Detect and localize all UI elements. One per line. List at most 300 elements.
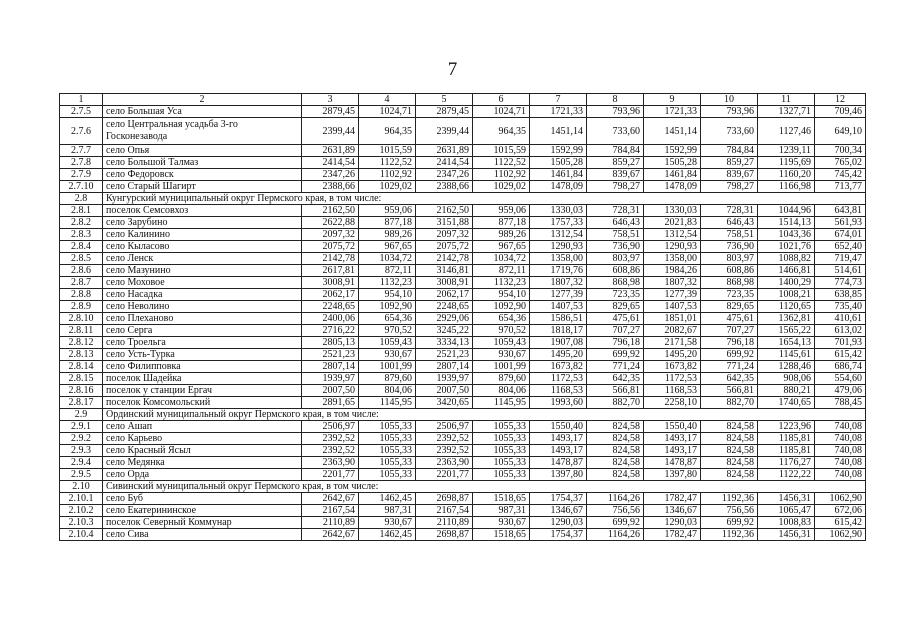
value-cell: 740,08 <box>815 457 866 469</box>
settlement-name: село Буб <box>103 493 302 505</box>
value-cell: 1015,59 <box>359 145 416 157</box>
value-cell: 713,77 <box>815 181 866 193</box>
section-row <box>60 409 866 421</box>
row-number: 2.8 <box>60 193 103 205</box>
value-cell: 3146,81 <box>416 265 473 277</box>
value-cell: 859,27 <box>701 157 758 169</box>
value-cell: 12 <box>815 94 866 106</box>
value-cell: 2388,66 <box>416 181 473 193</box>
value-cell: 756,56 <box>587 505 644 517</box>
value-cell: 879,60 <box>473 373 530 385</box>
value-cell: 654,36 <box>359 313 416 325</box>
section-row <box>60 193 866 205</box>
value-cell: 1092,90 <box>473 301 530 313</box>
row-number: 2.9.2 <box>60 433 103 445</box>
value-cell: 1088,82 <box>758 253 815 265</box>
value-cell: 1015,59 <box>473 145 530 157</box>
value-cell: 1565,22 <box>758 325 815 337</box>
settlement-name: село Карьево <box>103 433 302 445</box>
row-number: 2.8.12 <box>60 337 103 349</box>
value-cell: 1358,00 <box>644 253 701 265</box>
value-cell: 2062,17 <box>416 289 473 301</box>
value-cell: 1277,39 <box>644 289 701 301</box>
value-cell: 1984,26 <box>644 265 701 277</box>
value-cell: 964,35 <box>359 118 416 145</box>
value-cell: 2642,67 <box>302 493 359 505</box>
value-cell: 771,24 <box>587 361 644 373</box>
value-cell: 824,58 <box>587 469 644 481</box>
value-cell: 649,10 <box>815 118 866 145</box>
settlement-name: село Орда <box>103 469 302 481</box>
value-cell: 930,67 <box>359 517 416 529</box>
value-cell: 2007,50 <box>416 385 473 397</box>
value-cell: 1907,08 <box>530 337 587 349</box>
value-cell: 880,21 <box>758 385 815 397</box>
value-cell: 959,06 <box>359 205 416 217</box>
value-cell: 1462,45 <box>359 493 416 505</box>
header-row <box>60 94 866 106</box>
value-cell: 2879,45 <box>302 106 359 118</box>
value-cell: 561,93 <box>815 217 866 229</box>
value-cell: 2110,89 <box>302 517 359 529</box>
value-cell: 967,65 <box>359 241 416 253</box>
table-row <box>60 529 866 541</box>
table-row <box>60 337 866 349</box>
value-cell: 1120,65 <box>758 301 815 313</box>
row-number: 2.8.10 <box>60 313 103 325</box>
value-cell: 2142,78 <box>302 253 359 265</box>
section-title: Ординский муниципальный округ Пермского края, в том числе: <box>103 409 866 421</box>
table-row <box>60 106 866 118</box>
value-cell: 2698,87 <box>416 529 473 541</box>
value-cell: 824,58 <box>701 445 758 457</box>
value-cell: 2805,13 <box>302 337 359 349</box>
value-cell: 4 <box>359 94 416 106</box>
value-cell: 1290,03 <box>644 517 701 529</box>
row-number: 2.8.9 <box>60 301 103 313</box>
value-cell: 1290,93 <box>644 241 701 253</box>
value-cell: 2631,89 <box>302 145 359 157</box>
table-row <box>60 505 866 517</box>
value-cell: 3 <box>302 94 359 106</box>
table-row <box>60 385 866 397</box>
value-cell: 1055,33 <box>473 433 530 445</box>
settlement-name: село Екатерининское <box>103 505 302 517</box>
value-cell: 1001,99 <box>359 361 416 373</box>
value-cell: 1145,61 <box>758 349 815 361</box>
table-row <box>60 229 866 241</box>
value-cell: 6 <box>473 94 530 106</box>
value-cell: 1505,28 <box>644 157 701 169</box>
value-cell: 1192,36 <box>701 493 758 505</box>
row-number: 2.8.16 <box>60 385 103 397</box>
value-cell: 2929,06 <box>416 313 473 325</box>
value-cell: 1782,47 <box>644 529 701 541</box>
value-cell: 707,27 <box>587 325 644 337</box>
value-cell: 1127,46 <box>758 118 815 145</box>
value-cell: 3008,91 <box>302 277 359 289</box>
row-number: 1 <box>60 94 103 106</box>
value-cell: 2392,52 <box>302 445 359 457</box>
value-cell: 719,47 <box>815 253 866 265</box>
settlement-name: поселок Комсомольский <box>103 397 302 409</box>
value-cell: 1145,95 <box>359 397 416 409</box>
value-cell: 2347,26 <box>302 169 359 181</box>
value-cell: 1122,52 <box>473 157 530 169</box>
value-cell: 2879,45 <box>416 106 473 118</box>
row-number: 2.8.11 <box>60 325 103 337</box>
value-cell: 1782,47 <box>644 493 701 505</box>
page-number: 7 <box>447 59 458 80</box>
row-number: 2.9 <box>60 409 103 421</box>
value-cell: 1055,33 <box>473 445 530 457</box>
value-cell: 2698,87 <box>416 493 473 505</box>
value-cell: 989,26 <box>359 229 416 241</box>
value-cell: 566,81 <box>701 385 758 397</box>
value-cell: 707,27 <box>701 325 758 337</box>
value-cell: 1288,46 <box>758 361 815 373</box>
value-cell: 879,60 <box>359 373 416 385</box>
table-row <box>60 397 866 409</box>
row-number: 2.8.1 <box>60 205 103 217</box>
settlement-name: село Сива <box>103 529 302 541</box>
row-number: 2.9.1 <box>60 421 103 433</box>
value-cell: 1740,65 <box>758 397 815 409</box>
value-cell: 1346,67 <box>530 505 587 517</box>
value-cell: 1807,32 <box>530 277 587 289</box>
value-cell: 2521,23 <box>416 349 473 361</box>
value-cell: 774,73 <box>815 277 866 289</box>
value-cell: 740,08 <box>815 445 866 457</box>
value-cell: 2171,58 <box>644 337 701 349</box>
value-cell: 970,52 <box>473 325 530 337</box>
value-cell: 1407,53 <box>644 301 701 313</box>
value-cell: 652,40 <box>815 241 866 253</box>
value-cell: 1330,03 <box>530 205 587 217</box>
section-row <box>60 481 866 493</box>
value-cell: 1044,96 <box>758 205 815 217</box>
value-cell: 756,56 <box>701 505 758 517</box>
value-cell: 1407,53 <box>530 301 587 313</box>
value-cell: 9 <box>644 94 701 106</box>
value-cell: 1478,87 <box>530 457 587 469</box>
value-cell: 686,74 <box>815 361 866 373</box>
value-cell: 1168,53 <box>530 385 587 397</box>
row-number: 2.8.7 <box>60 277 103 289</box>
table-row <box>60 277 866 289</box>
value-cell: 613,02 <box>815 325 866 337</box>
value-cell: 2097,32 <box>302 229 359 241</box>
value-cell: 1034,72 <box>473 253 530 265</box>
settlement-name: село Серга <box>103 325 302 337</box>
settlement-name: село Красный Ясыл <box>103 445 302 457</box>
value-cell: 615,42 <box>815 517 866 529</box>
value-cell: 1362,81 <box>758 313 815 325</box>
row-number: 2.7.7 <box>60 145 103 157</box>
value-cell: 646,43 <box>587 217 644 229</box>
value-cell: 410,61 <box>815 313 866 325</box>
value-cell: 674,01 <box>815 229 866 241</box>
value-cell: 1754,37 <box>530 493 587 505</box>
value-cell: 1290,93 <box>530 241 587 253</box>
value-cell: 2347,26 <box>416 169 473 181</box>
value-cell: 1008,83 <box>758 517 815 529</box>
row-number: 2.9.4 <box>60 457 103 469</box>
value-cell: 824,58 <box>701 421 758 433</box>
value-cell: 1160,20 <box>758 169 815 181</box>
value-cell: 1505,28 <box>530 157 587 169</box>
value-cell: 1185,81 <box>758 445 815 457</box>
value-cell: 2622,88 <box>302 217 359 229</box>
value-cell: 1493,17 <box>530 433 587 445</box>
row-number: 2.7.8 <box>60 157 103 169</box>
value-cell: 2617,81 <box>302 265 359 277</box>
settlement-name: поселок у станции Ергач <box>103 385 302 397</box>
value-cell: 771,24 <box>701 361 758 373</box>
value-cell: 608,86 <box>701 265 758 277</box>
value-cell: 654,36 <box>473 313 530 325</box>
value-cell: 959,06 <box>473 205 530 217</box>
value-cell: 646,43 <box>701 217 758 229</box>
value-cell: 2082,67 <box>644 325 701 337</box>
table-row <box>60 118 866 145</box>
value-cell: 1132,23 <box>473 277 530 289</box>
value-cell: 2642,67 <box>302 529 359 541</box>
value-cell: 1176,27 <box>758 457 815 469</box>
value-cell: 3151,88 <box>416 217 473 229</box>
value-cell: 1055,33 <box>473 457 530 469</box>
value-cell: 1495,20 <box>644 349 701 361</box>
value-cell: 882,70 <box>587 397 644 409</box>
table-row <box>60 361 866 373</box>
value-cell: 736,90 <box>587 241 644 253</box>
row-number: 2.9.3 <box>60 445 103 457</box>
value-cell: 2363,90 <box>302 457 359 469</box>
value-cell: 829,65 <box>701 301 758 313</box>
table-row <box>60 325 866 337</box>
value-cell: 1550,40 <box>530 421 587 433</box>
value-cell: 1550,40 <box>644 421 701 433</box>
table-row <box>60 253 866 265</box>
value-cell: 1518,65 <box>473 529 530 541</box>
value-cell: 1461,84 <box>644 169 701 181</box>
value-cell: 1757,33 <box>530 217 587 229</box>
value-cell: 475,61 <box>701 313 758 325</box>
value-cell: 728,31 <box>587 205 644 217</box>
value-cell: 608,86 <box>587 265 644 277</box>
table-row <box>60 217 866 229</box>
value-cell: 2167,54 <box>416 505 473 517</box>
value-cell: 2807,14 <box>302 361 359 373</box>
row-number: 2.8.14 <box>60 361 103 373</box>
value-cell: 877,18 <box>359 217 416 229</box>
settlement-name: село Кыласово <box>103 241 302 253</box>
value-cell: 1065,47 <box>758 505 815 517</box>
row-number: 2.8.2 <box>60 217 103 229</box>
value-cell: 2631,89 <box>416 145 473 157</box>
value-cell: 8 <box>587 94 644 106</box>
row-number: 2.8.17 <box>60 397 103 409</box>
settlement-name: поселок Семсовхоз <box>103 205 302 217</box>
value-cell: 798,27 <box>701 181 758 193</box>
value-cell: 733,60 <box>587 118 644 145</box>
value-cell: 1172,53 <box>530 373 587 385</box>
value-cell: 2521,23 <box>302 349 359 361</box>
value-cell: 5 <box>416 94 473 106</box>
settlement-name: село Плеханово <box>103 313 302 325</box>
value-cell: 829,65 <box>587 301 644 313</box>
table-row <box>60 145 866 157</box>
value-cell: 2021,83 <box>644 217 701 229</box>
value-cell: 2414,54 <box>302 157 359 169</box>
value-cell: 1055,33 <box>359 421 416 433</box>
value-cell: 2399,44 <box>302 118 359 145</box>
value-cell: 1092,90 <box>359 301 416 313</box>
value-cell: 824,58 <box>587 457 644 469</box>
value-cell: 615,42 <box>815 349 866 361</box>
row-number: 2.7.5 <box>60 106 103 118</box>
settlement-name: село Старый Шагирт <box>103 181 302 193</box>
value-cell: 804,06 <box>359 385 416 397</box>
table-row <box>60 445 866 457</box>
value-cell: 1518,65 <box>473 493 530 505</box>
settlement-name: село Мазунино <box>103 265 302 277</box>
value-cell: 643,81 <box>815 205 866 217</box>
value-cell: 868,98 <box>701 277 758 289</box>
value-cell: 2388,66 <box>302 181 359 193</box>
settlement-name: 2 <box>103 94 302 106</box>
value-cell: 1673,82 <box>530 361 587 373</box>
value-cell: 872,11 <box>473 265 530 277</box>
section-title: Кунгурский муниципальный округ Пермского края, в том числе: <box>103 193 866 205</box>
value-cell: 1807,32 <box>644 277 701 289</box>
value-cell: 3245,22 <box>416 325 473 337</box>
value-cell: 1673,82 <box>644 361 701 373</box>
value-cell: 1001,99 <box>473 361 530 373</box>
value-cell: 1592,99 <box>530 145 587 157</box>
row-number: 2.8.5 <box>60 253 103 265</box>
value-cell: 2142,78 <box>416 253 473 265</box>
row-number: 2.8.8 <box>60 289 103 301</box>
value-cell: 1461,84 <box>530 169 587 181</box>
value-cell: 7 <box>530 94 587 106</box>
value-cell: 2097,32 <box>416 229 473 241</box>
value-cell: 788,45 <box>815 397 866 409</box>
table-row <box>60 169 866 181</box>
value-cell: 1397,80 <box>644 469 701 481</box>
value-cell: 2392,52 <box>302 433 359 445</box>
value-cell: 2258,10 <box>644 397 701 409</box>
value-cell: 868,98 <box>587 277 644 289</box>
value-cell: 2167,54 <box>302 505 359 517</box>
value-cell: 1451,14 <box>530 118 587 145</box>
value-cell: 1721,33 <box>644 106 701 118</box>
value-cell: 970,52 <box>359 325 416 337</box>
table-row <box>60 469 866 481</box>
value-cell: 1008,21 <box>758 289 815 301</box>
value-cell: 824,58 <box>587 421 644 433</box>
settlement-name: село Медянка <box>103 457 302 469</box>
value-cell: 2075,72 <box>302 241 359 253</box>
value-cell: 1102,92 <box>473 169 530 181</box>
value-cell: 2392,52 <box>416 433 473 445</box>
value-cell: 2399,44 <box>416 118 473 145</box>
value-cell: 638,85 <box>815 289 866 301</box>
value-cell: 784,84 <box>701 145 758 157</box>
table-row <box>60 421 866 433</box>
value-cell: 2807,14 <box>416 361 473 373</box>
row-number: 2.7.6 <box>60 118 103 145</box>
value-cell: 987,31 <box>473 505 530 517</box>
value-cell: 1358,00 <box>530 253 587 265</box>
row-number: 2.10.2 <box>60 505 103 517</box>
value-cell: 1043,36 <box>758 229 815 241</box>
value-cell: 1397,80 <box>530 469 587 481</box>
value-cell: 1277,39 <box>530 289 587 301</box>
value-cell: 1495,20 <box>530 349 587 361</box>
row-number: 2.10 <box>60 481 103 493</box>
row-number: 2.10.4 <box>60 529 103 541</box>
settlement-name: село Большая Уса <box>103 106 302 118</box>
value-cell: 1055,33 <box>359 433 416 445</box>
value-cell: 930,67 <box>473 349 530 361</box>
table-row <box>60 433 866 445</box>
value-cell: 2891,65 <box>302 397 359 409</box>
value-cell: 1327,71 <box>758 106 815 118</box>
value-cell: 740,08 <box>815 421 866 433</box>
value-cell: 2075,72 <box>416 241 473 253</box>
value-cell: 733,60 <box>701 118 758 145</box>
value-cell: 745,42 <box>815 169 866 181</box>
value-cell: 882,70 <box>701 397 758 409</box>
settlement-name: село Троельга <box>103 337 302 349</box>
value-cell: 1185,81 <box>758 433 815 445</box>
value-cell: 1062,90 <box>815 493 866 505</box>
value-cell: 2007,50 <box>302 385 359 397</box>
row-number: 2.9.5 <box>60 469 103 481</box>
row-number: 2.8.4 <box>60 241 103 253</box>
row-number: 2.7.9 <box>60 169 103 181</box>
value-cell: 1055,33 <box>359 457 416 469</box>
settlement-name: село Неволино <box>103 301 302 313</box>
value-cell: 793,96 <box>587 106 644 118</box>
value-cell: 723,35 <box>701 289 758 301</box>
value-cell: 11 <box>758 94 815 106</box>
value-cell: 824,58 <box>587 433 644 445</box>
value-cell: 740,08 <box>815 433 866 445</box>
value-cell: 803,97 <box>587 253 644 265</box>
settlement-name: село Усть-Турка <box>103 349 302 361</box>
value-cell: 566,81 <box>587 385 644 397</box>
value-cell: 1192,36 <box>701 529 758 541</box>
value-cell: 2162,50 <box>416 205 473 217</box>
value-cell: 1102,92 <box>359 169 416 181</box>
value-cell: 1466,81 <box>758 265 815 277</box>
value-cell: 824,58 <box>701 433 758 445</box>
value-cell: 1055,33 <box>359 469 416 481</box>
settlement-name: село Ашап <box>103 421 302 433</box>
table-row <box>60 157 866 169</box>
value-cell: 10 <box>701 94 758 106</box>
row-number: 2.10.1 <box>60 493 103 505</box>
value-cell: 699,92 <box>587 517 644 529</box>
value-cell: 804,06 <box>473 385 530 397</box>
value-cell: 475,61 <box>587 313 644 325</box>
value-cell: 1851,01 <box>644 313 701 325</box>
value-cell: 1993,60 <box>530 397 587 409</box>
value-cell: 2414,54 <box>416 157 473 169</box>
value-cell: 1592,99 <box>644 145 701 157</box>
